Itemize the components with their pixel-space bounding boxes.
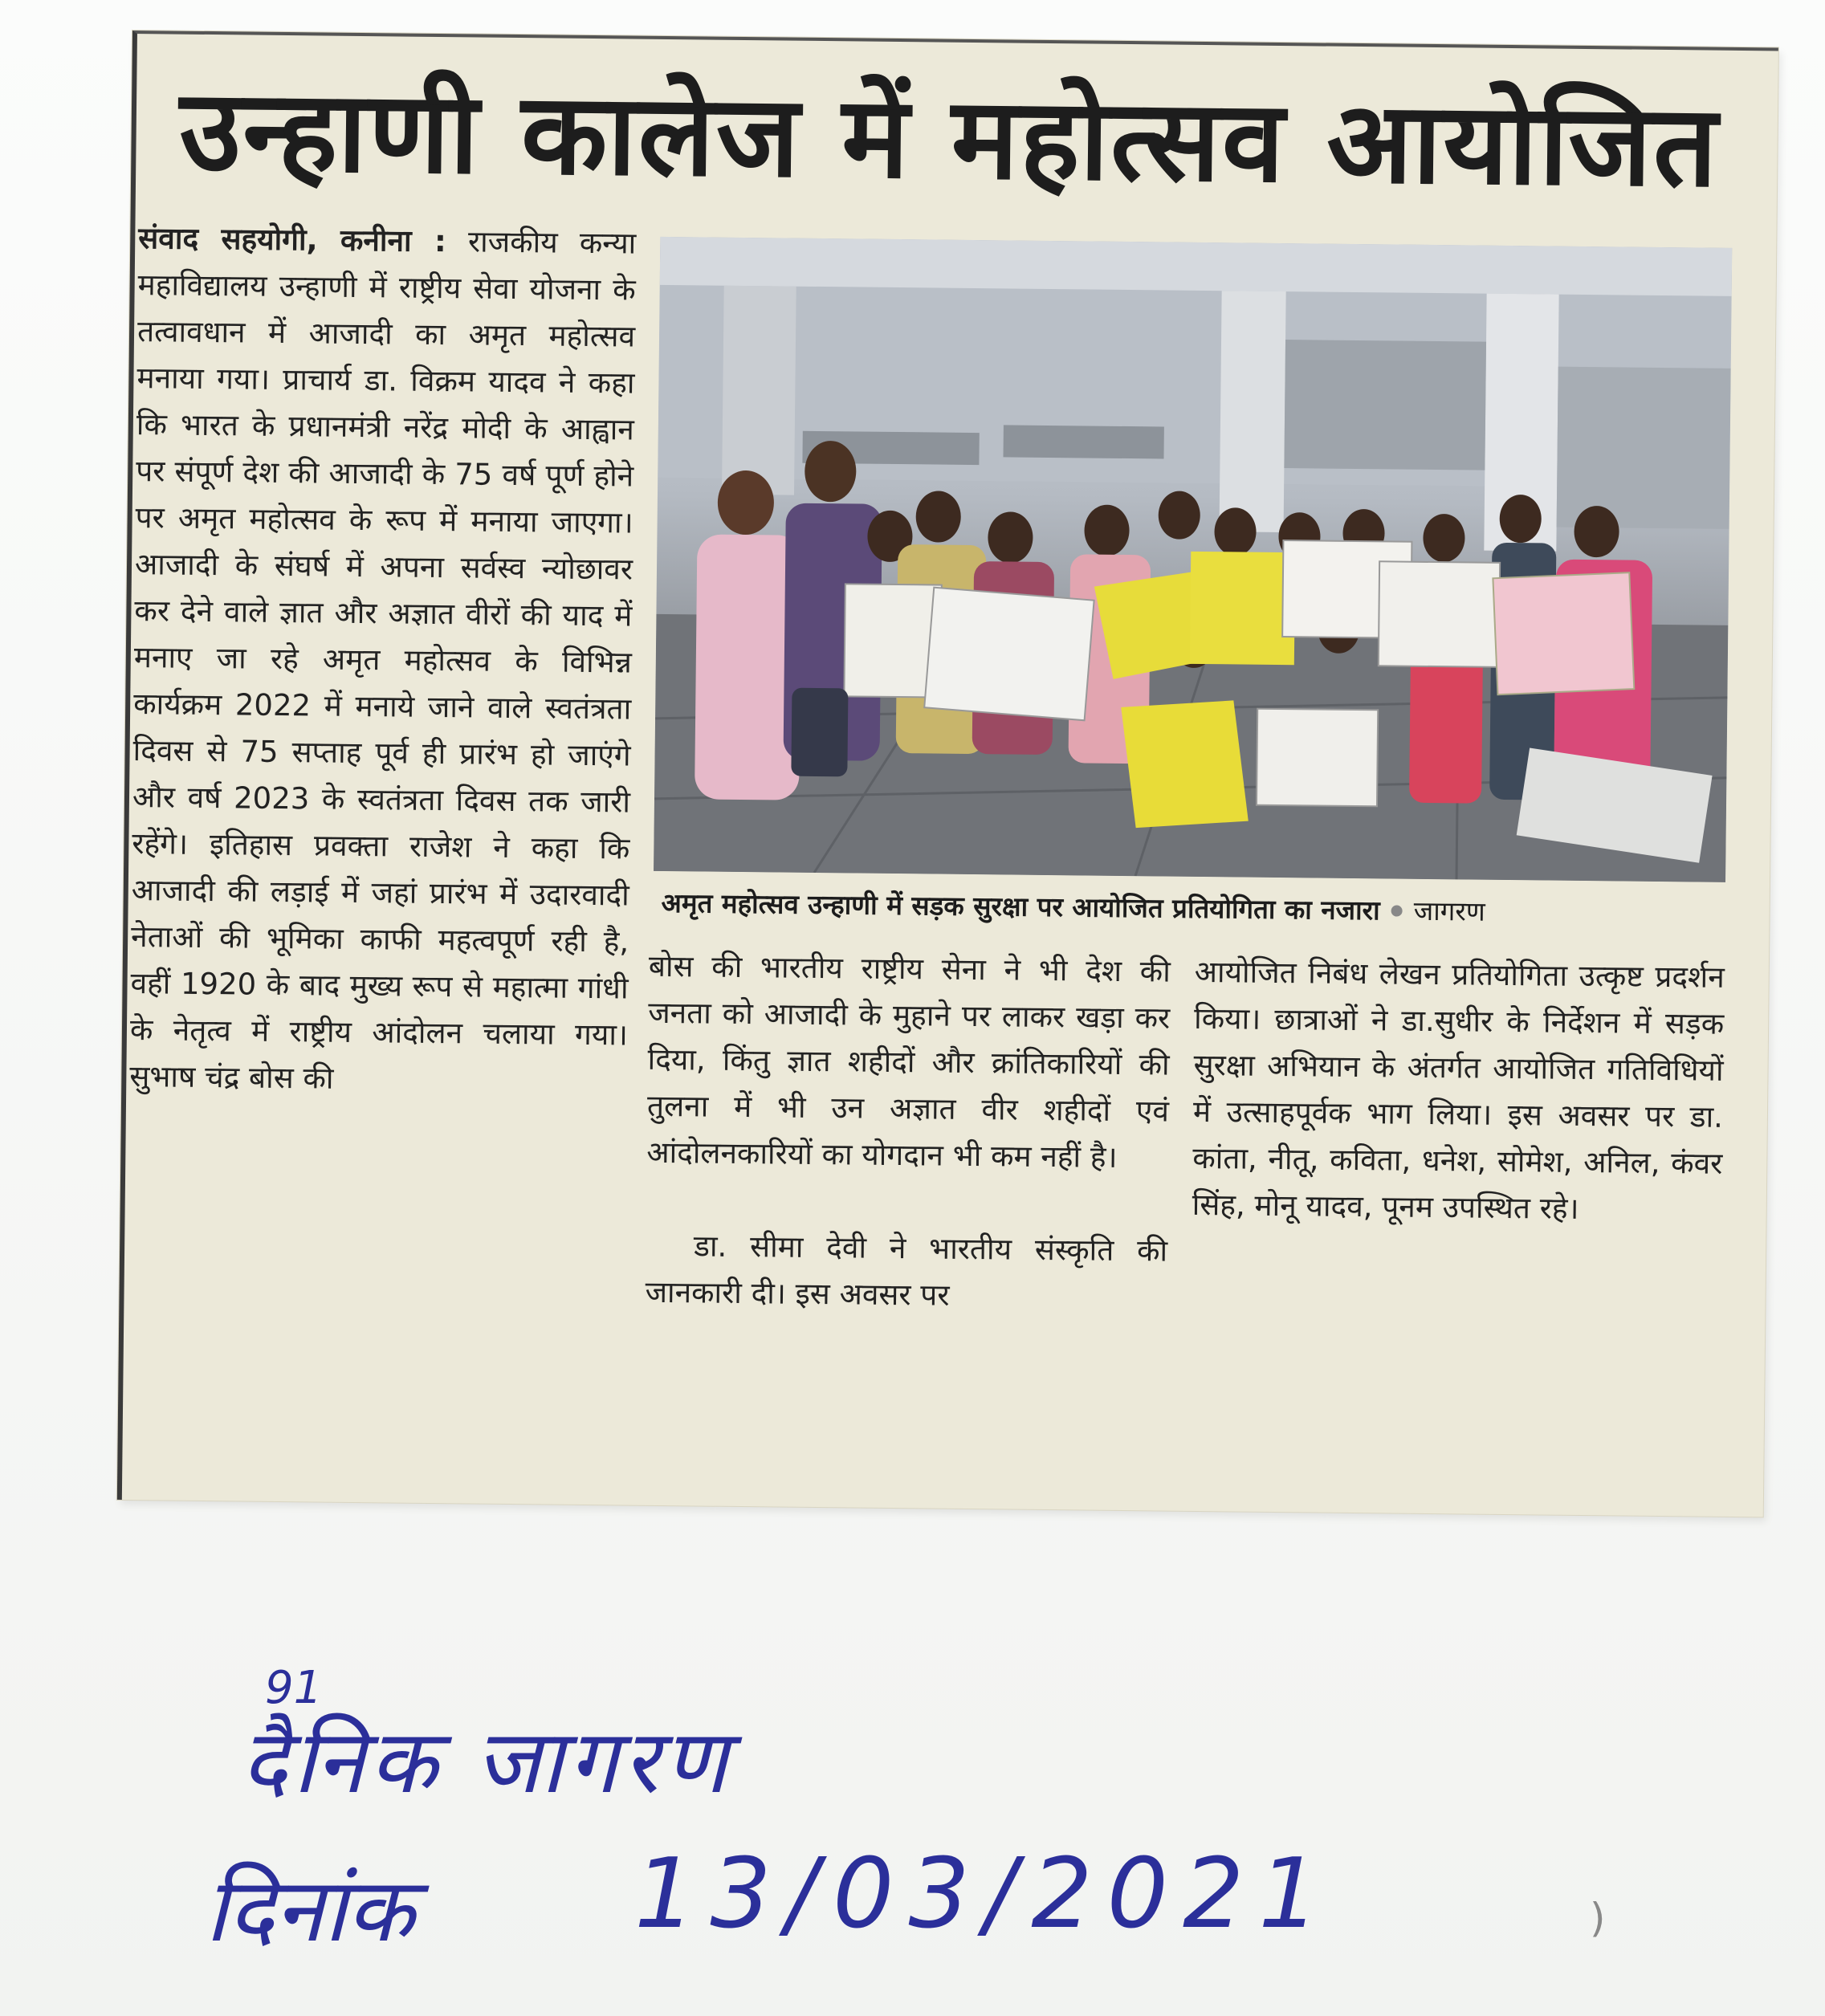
handwritten-number: 91 bbox=[265, 1662, 323, 1714]
article-column-1 bbox=[129, 215, 637, 1105]
article-column-2-para-2: डा. सीमा देवी ने भारतीय संस्कृति की जानकारी दी। इस अवसर पर bbox=[645, 1228, 1168, 1313]
article-column-1-text bbox=[129, 215, 637, 1105]
article-column-2-para-1: बोस की भारतीय राष्ट्रीय सेना ने भी देश की जनता को आजादी के मुहाने पर लाकर खड़ा कर दिया, किंतु ज्ञात शहीदों और क्रांतिकारियों की तुलना में भी उन अज्ञात वीर शहीदों एवं आंदोलनकारियों का योगदान भी कम नहीं है। bbox=[646, 948, 1171, 1175]
scan-mark: ) bbox=[1590, 1895, 1606, 1941]
article-photo bbox=[654, 237, 1732, 882]
handwritten-paper-name: दैनिक जागरण bbox=[241, 1710, 732, 1813]
photo-caption-text: अमृत महोत्सव उन्हाणी में सड़क सुरक्षा पर आयोजित प्रतियोगिता का नजारा bbox=[661, 886, 1380, 927]
photo-illustration bbox=[654, 237, 1732, 882]
article-column-1-body: राजकीय कन्या महाविद्यालय उन्हाणी में राष्ट्रीय सेवा योजना के तत्वावधान में आजादी का अमृत महोत्सव मनाया गया। प्राचार्य डा. विक्रम यादव ने कहा कि भारत के प्रधानमंत्री नरेंद्र मोदी के आह्वान पर संपूर्ण देश की आजादी के 75 वर्ष पूर्ण होने पर अमृत महोत्सव के रूप में मनाया जाएगा। आजादी के संघर्ष में अपना सर्वस्व न्योछावर कर देने वाले ज्ञात और अज्ञात वीरों की याद में मनाए जा रहे अमृत महोत्सव के विभिन्न कार्यक्रम 2022 में मनाये जाने वाले स्वतंत्रता दिवस से 75 सप्ताह पूर्व ही प्रारंभ हो जाएंगे और वर्ष 2023 के स्वतंत्रता दिवस तक जारी रहेंगे। इतिहास प्रवक्ता राजेश ने कहा कि आजादी की लड़ाई में जहां प्रारंभ में उदारवादी नेताओं की भूमिका काफी महत्वपूर्ण रही है, वहीं 1920 के बाद मुख्य रूप से महात्मा गांधी के नेतृत्व में राष्ट्रीय आंदोलन चलाया गया। सुभाष चंद्र बोस की bbox=[129, 224, 637, 1096]
newspaper-clipping bbox=[117, 31, 1778, 1517]
article-byline: संवाद सहयोगी, कनीना : bbox=[138, 221, 447, 259]
handwritten-date: 13/03/2021 bbox=[634, 1839, 1334, 1950]
handwritten-date-label: दिनांक bbox=[205, 1859, 414, 1961]
article-column-3-text: आयोजित निबंध लेखन प्रतियोगिता उत्कृष्ट प्रदर्शन किया। छात्राओं ने डा.सुधीर के निर्देशन में सड़क सुरक्षा अभियान के अंतर्गत आयोजित गतिविधियों में उत्साहपूर्वक भाग लिया। इस अवसर पर डा. कांता, नीतू, कविता, धनेश, सोमेश, अनिल, कंवर सिंह, मोनू यादव, पूनम उपस्थित रहे। bbox=[1192, 954, 1725, 1226]
article-column-2 bbox=[645, 943, 1171, 1322]
photo-caption bbox=[661, 883, 1721, 935]
article-column-3 bbox=[1192, 949, 1725, 1234]
photo-credit: जागरण bbox=[1413, 894, 1485, 927]
caption-bullet bbox=[1391, 905, 1403, 916]
article-headline: उन्हाणी कालेज में महोत्सव आयोजित bbox=[178, 65, 1720, 213]
